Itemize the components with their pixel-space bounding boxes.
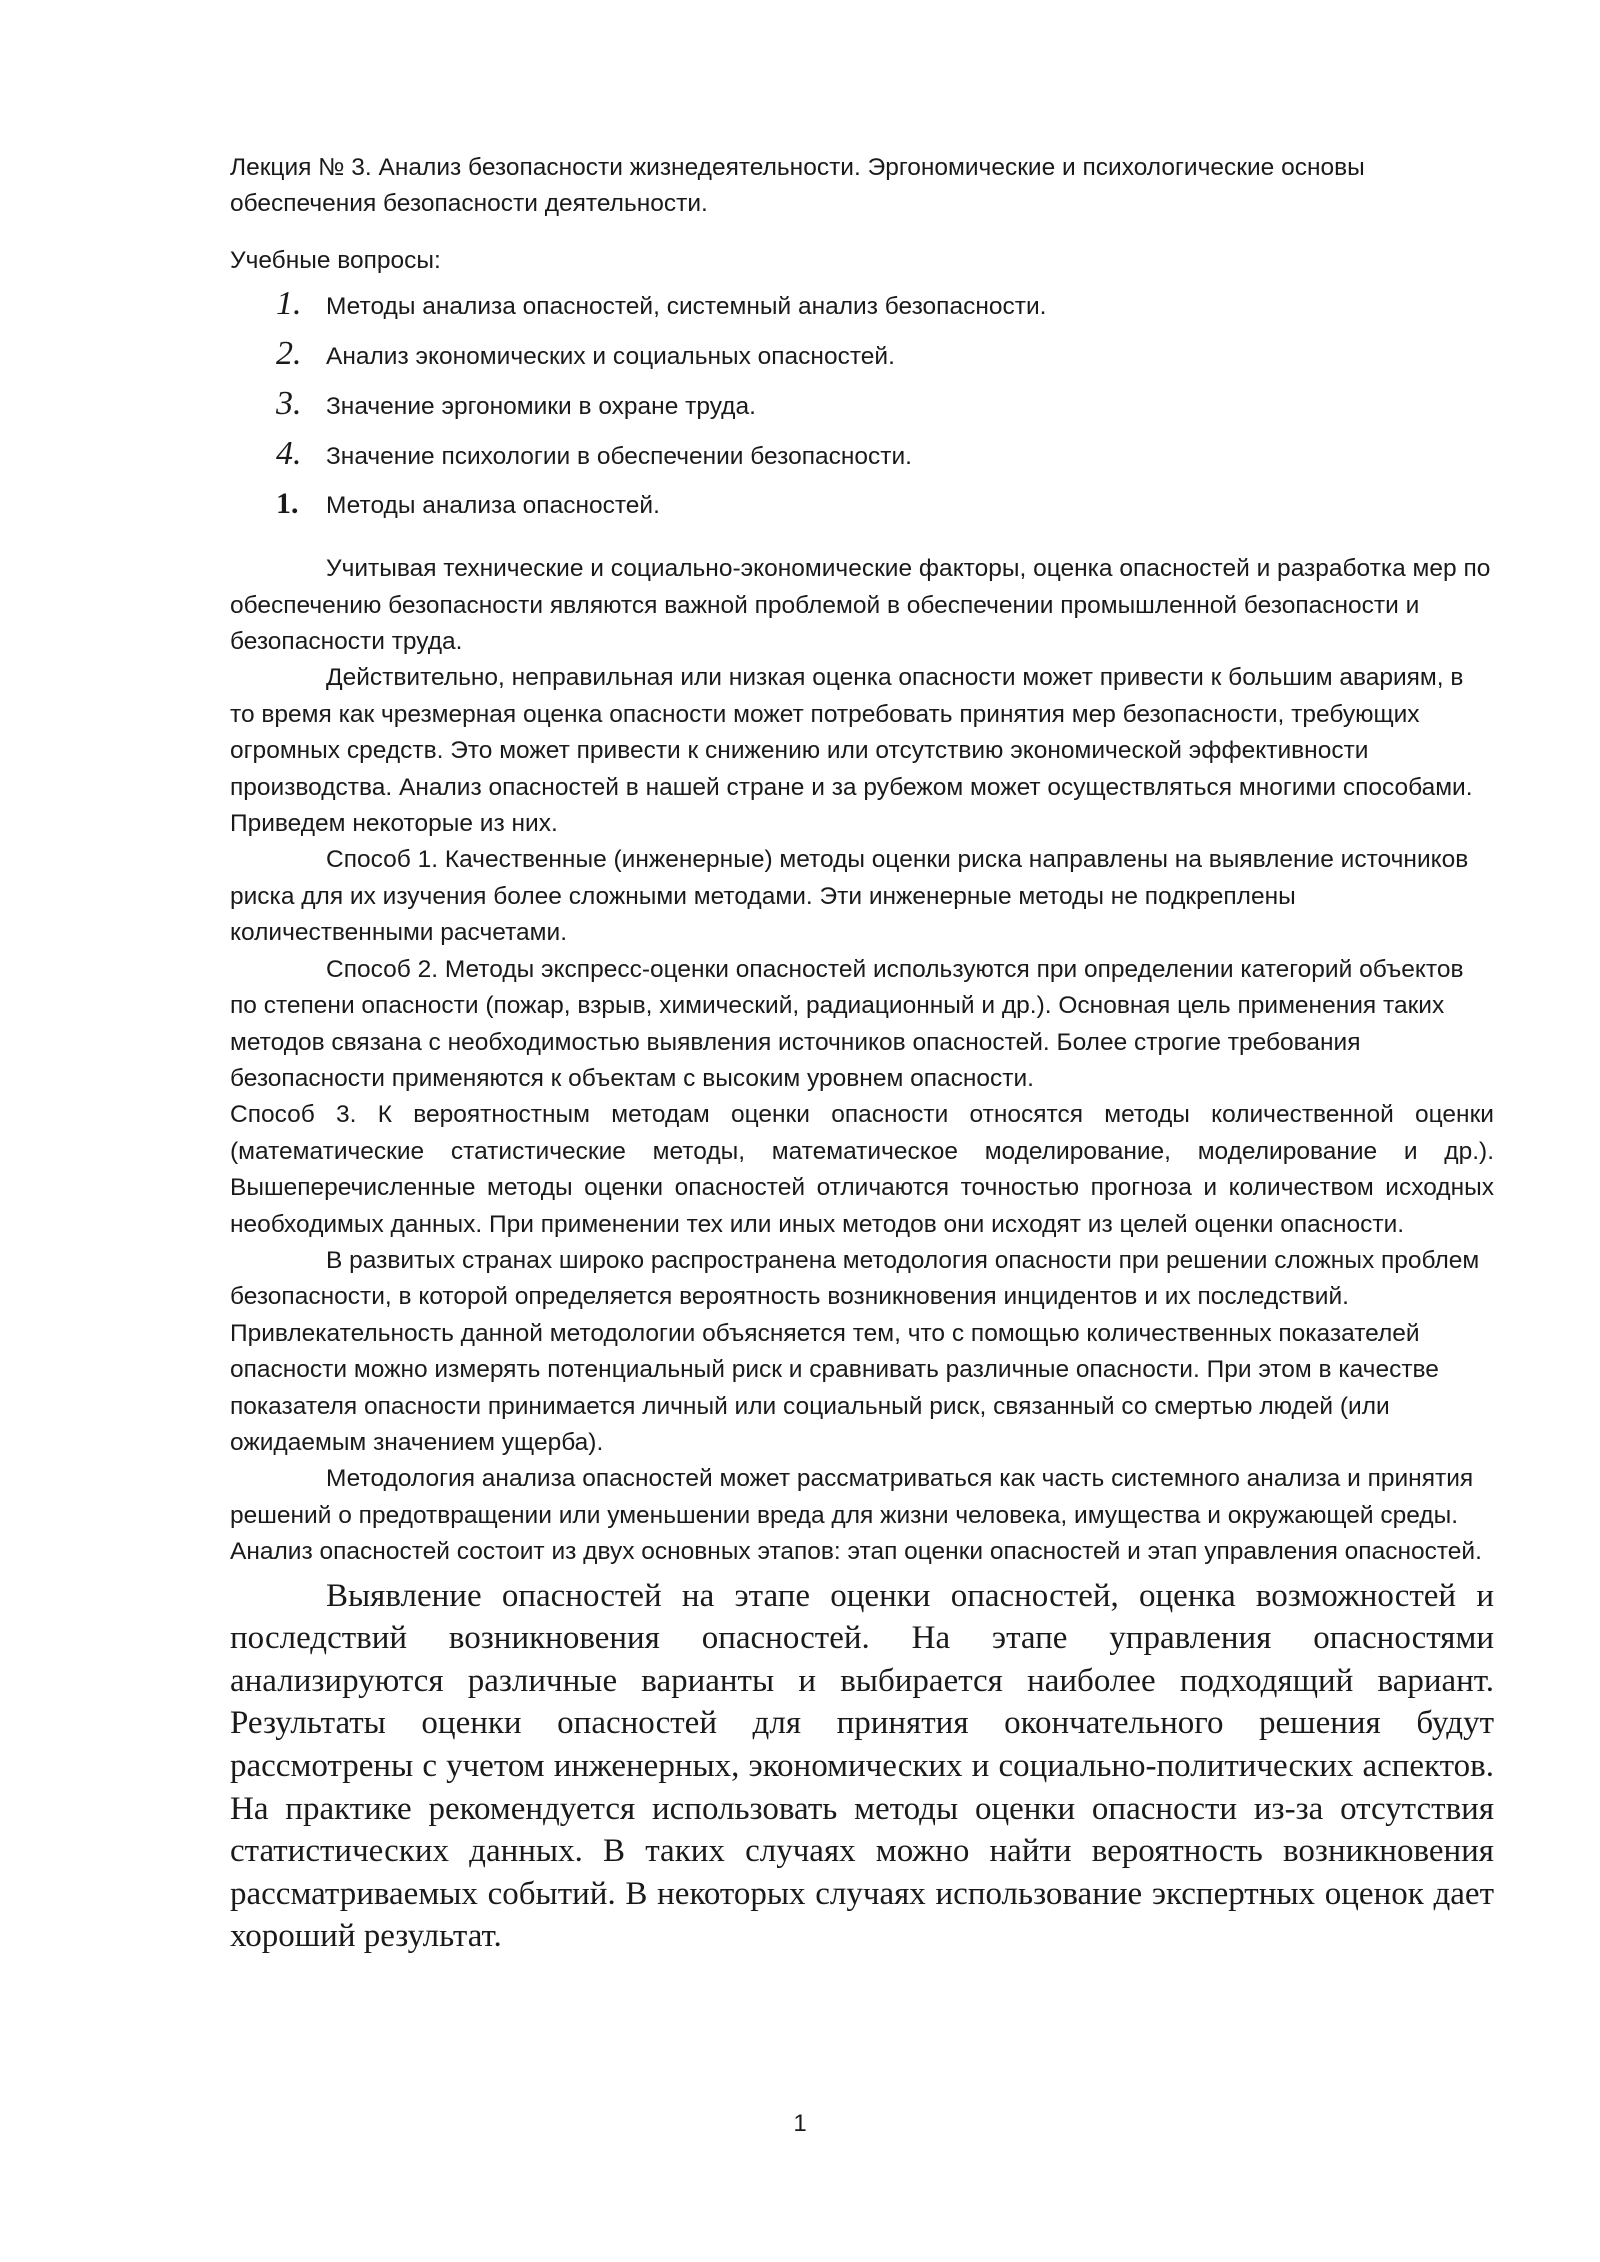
section-heading [230,479,1494,529]
question-number: 1. [276,285,302,323]
question-number: 3. [276,385,302,423]
section-heading-number: 1. [276,487,299,521]
question-item [230,279,1494,329]
questions-list [230,279,1494,529]
page-number: 1 [793,2110,807,2137]
paragraph: Способ 2. Методы экспресс-оценки опасностей используются при определении категорий объектов по степени опасности (пожар, взрыв, химический, радиационный и др.). Основная цель применения таких методов связана с необходимостью выявления источников опасностей. Более строгие требования безопасности применяются к объектам с высоким уровнем опасности. [230,955,1464,1092]
document-page [230,150,1494,1958]
question-item [230,379,1494,429]
question-item [230,429,1494,479]
paragraph: Действительно, неправильная или низкая оценка опасности может привести к большим авариям, в то время как чрезмерная оценка опасности может потребовать принятия мер безопасности, требующих огромных средств. Это может привести к снижению или отсутствию экономической эффективности производства. Анализ опасностей в нашей стране и за рубежом может осуществляться многими способами. Приведем некоторые из них. [230,664,1473,838]
question-number: 2. [276,335,302,373]
final-paragraph: Выявление опасностей на этапе оценки опасностей, оценка возможностей и последствий возникновения опасностей. На этапе управления опасностями анализируются различные варианты и выбирается наиболее подходящий вариант. Результаты оценки опасностей для принятия окончательного решения будут рассмотрены с учетом инженерных, экономических и социально-политических аспектов. На практике рекомендуется использовать методы оценки опасности из-за отсутствия статистических данных. В таких случаях можно найти вероятность возникновения рассматриваемых событий. В некоторых случаях использование экспертных оценок дает хороший результат. [230,1577,1494,1955]
paragraph: Учитывая технические и социально-экономические факторы, оценка опасностей и разработка мер по обеспечению безопасности являются важной проблемой в обеспечении промышленной безопасности и безопасности труда. [230,555,1491,656]
question-text: Значение эргономики в охране труда. [326,393,756,421]
body-text [230,551,1494,1570]
question-number: 4. [276,435,302,473]
paragraph: Методология анализа опасностей может рассматриваться как часть системного анализа и принятия решений о предотвращении или уменьшении вреда для жизни человека, имущества и окружающей среды. Анализ опасностей состоит из двух основных этапов: этап оценки опасностей и этап управления опасностей. [230,1465,1482,1566]
questions-heading: Учебные вопросы: [230,246,441,274]
section-heading-text: Методы анализа опасностей. [326,492,660,520]
lecture-title: Лекция № 3. Анализ безопасности жизнедеятельности. Эргономические и психологические основы обеспечения безопасности деятельности. [230,154,1365,218]
question-text: Анализ экономических и социальных опасностей. [326,343,895,371]
paragraph: Способ 1. Качественные (инженерные) методы оценки риска направлены на выявление источников риска для их изучения более сложными методами. Эти инженерные методы не подкреплены количественными расчетами. [230,846,1469,947]
paragraph: Способ 3. К вероятностным методам оценки опасности относятся методы количественной оценки (математические статистические методы, математическое моделирование, моделирование и др.). Вышеперечисленные методы оценки опасностей отличаются точностью прогноза и количеством исходных необходимых данных. При применении тех или иных методов они исходят из целей оценки опасности. [230,1101,1494,1238]
paragraph: В развитых странах широко распространена методология опасности при решении сложных проблем безопасности, в которой определяется вероятность возникновения инцидентов и их последствий. Привлекательность данной методологии объясняется тем, что с помощью количественных показателей опасности можно измерять потенциальный риск и сравнивать различные опасности. При этом в качестве показателя опасности принимается личный или социальный риск, связанный со смертью людей (или ожидаемым значением ущерба). [230,1246,1480,1456]
question-text: Значение психологии в обеспечении безопасности. [326,443,912,471]
question-item [230,329,1494,379]
question-text: Методы анализа опасностей, системный анализ безопасности. [326,293,1047,321]
